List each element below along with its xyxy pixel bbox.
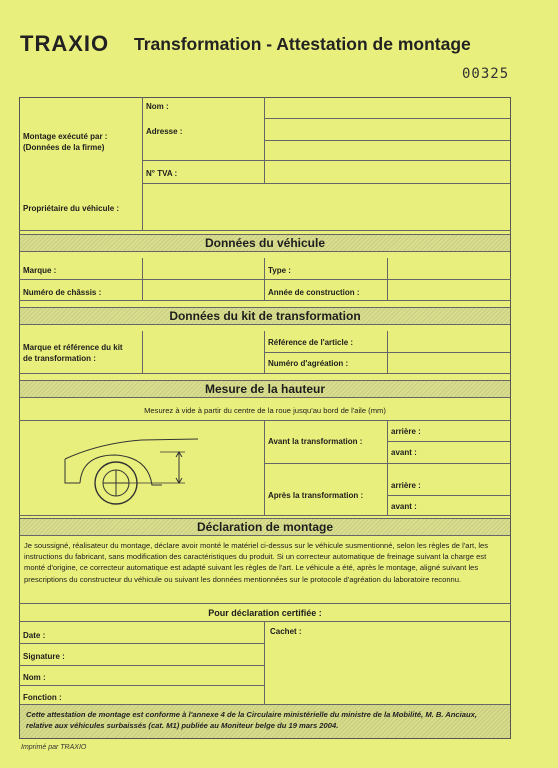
marque-label: Marque : — [23, 266, 57, 275]
field-line — [387, 495, 510, 496]
legal-note: Cette attestation de montage est conforme à l'annexe 4 de la Circulaire ministérielle du ministre de la Mobilité, M. B. Anciaux, relative aux véhicules surbaissés (cat. M1) publiée au Moniteur belge du 19 mars 2004. — [26, 710, 477, 730]
declaration-text: Je soussigné, réalisateur du montage, déclare avoir monté le matériel ci-dessus sur le véhicule susmentionné, selon les règles de l'art, les instructions du fabricant, sans modification des caractéristiques du produit. Si un correcteur automatique de freinage suivant la charge est monté d'origine, ce correcteur automatique est adapté suivant les règles de l'art. Le véhicule a été, après le montage, aligné suivant les prescriptions du constructeur du véhicule ou suivant les données mentionnées sur le protocole d'agréation du laboratoire reconnu. — [24, 541, 489, 584]
agreation-label: Numéro d'agréation : — [268, 359, 349, 368]
firm-label: Montage exécuté par : (Données de la firme) — [23, 132, 108, 152]
divider — [264, 258, 265, 300]
section-title: Mesure de la hauteur — [204, 382, 326, 396]
field-line — [19, 665, 264, 666]
ref-article-label: Référence de l'article : — [268, 338, 354, 347]
annee-label: Année de construction : — [268, 288, 360, 297]
field-line — [264, 118, 510, 119]
fonction-label: Fonction : — [23, 693, 62, 702]
section-header-vehicle — [20, 234, 510, 252]
arriere-label-2: arrière : — [391, 481, 421, 490]
type-label: Type : — [268, 266, 291, 275]
row-line — [19, 373, 511, 374]
divider — [142, 258, 143, 300]
legal-note-band — [20, 704, 510, 738]
avant-transfo-label: Avant la transformation : — [268, 437, 363, 446]
section-header-declaration — [20, 518, 510, 536]
printed-by: Imprimé par TRAXIO — [21, 744, 87, 751]
divider — [264, 621, 265, 704]
page-title: Transformation - Attestation de montage — [134, 34, 471, 54]
apres-transfo-label: Après la transformation : — [268, 491, 364, 500]
field-line — [387, 441, 510, 442]
height-instruction: Mesurez à vide à partir du centre de la roue jusqu'au bord de l'aile (mm) — [144, 406, 386, 415]
certified-label: Pour déclaration certifiée : — [208, 608, 322, 618]
field-line — [19, 685, 264, 686]
form-number: 00325 — [462, 66, 510, 82]
field-line — [142, 160, 510, 161]
divider — [387, 420, 388, 515]
field-line — [264, 463, 510, 464]
row-line — [19, 230, 511, 231]
field-line — [264, 140, 510, 141]
section-title: Déclaration de montage — [196, 520, 334, 534]
section-title: Données du kit de transformation — [169, 309, 361, 323]
logo-text: TRAXIO — [20, 31, 110, 56]
date-label: Date : — [23, 631, 46, 640]
kit-marque-label: Marque et référence du kit de transformation : — [23, 343, 123, 363]
row-line — [19, 621, 511, 622]
firm-adresse-label: Adresse : — [146, 127, 183, 136]
divider — [387, 258, 388, 300]
wheel-diagram — [60, 425, 200, 505]
firm-tva-label: N° TVA : — [146, 169, 178, 178]
row-line — [19, 420, 511, 421]
row-line — [19, 300, 511, 301]
firm-nom-label: Nom : — [146, 102, 169, 111]
divider — [142, 97, 143, 230]
nom-label: Nom : — [23, 673, 46, 682]
section-header-kit — [20, 307, 510, 325]
row-line — [19, 279, 511, 280]
row-line — [19, 515, 511, 516]
avant-label-1: avant : — [391, 448, 417, 457]
field-line — [264, 352, 510, 353]
arriere-label-1: arrière : — [391, 427, 421, 436]
divider — [142, 331, 143, 373]
field-line — [19, 643, 264, 644]
signature-label: Signature : — [23, 652, 65, 661]
avant-label-2: avant : — [391, 502, 417, 511]
chassis-label: Numéro de châssis : — [23, 288, 102, 297]
divider — [264, 420, 265, 515]
cachet-label: Cachet : — [270, 627, 302, 636]
field-line — [142, 183, 510, 184]
row-line — [19, 603, 511, 604]
owner-label: Propriétaire du véhicule : — [23, 204, 120, 213]
section-title: Données du véhicule — [204, 236, 326, 250]
traxio-logo — [20, 31, 109, 57]
section-header-height — [20, 380, 510, 398]
